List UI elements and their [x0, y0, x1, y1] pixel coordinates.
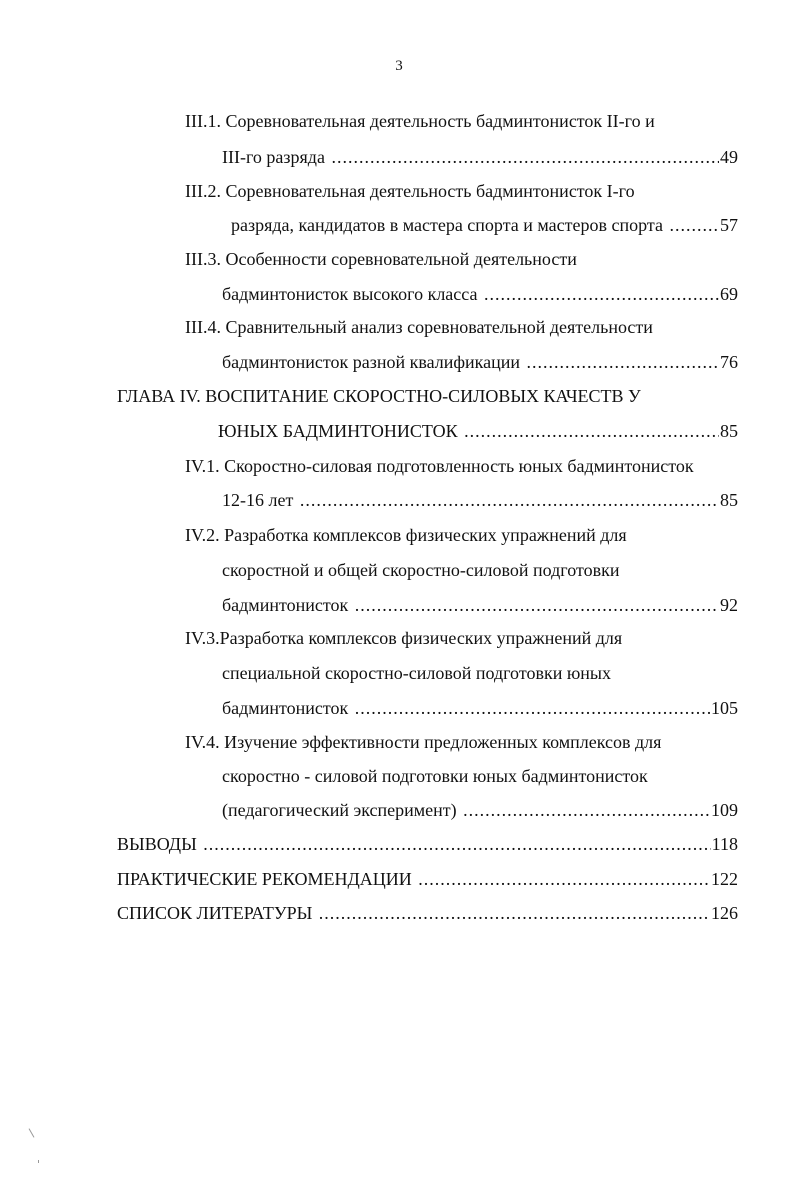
- toc-entry-text: бадминтонисток: [222, 595, 349, 615]
- toc-entry-text: ВЫВОДЫ: [117, 834, 197, 854]
- toc-entry-text: СПИСОК ЛИТЕРАТУРЫ: [117, 903, 313, 923]
- toc-entry-text: IV.4. Изучение эффективности предложенных комплексов для: [185, 732, 662, 752]
- toc-page-number: 122: [711, 869, 738, 889]
- toc-entry-text: (педагогический эксперимент): [222, 800, 457, 820]
- toc-page-number: 105: [711, 698, 738, 718]
- toc-entry-text: скоростно - силовой подготовки юных бадминтонисток: [222, 766, 648, 786]
- toc-line: [222, 559, 620, 581]
- toc-entry-text: III.3. Особенности соревновательной деятельности: [185, 249, 577, 269]
- scan-speck: [38, 1160, 39, 1163]
- toc-line: [185, 524, 627, 546]
- toc-page-number: 126: [711, 903, 738, 923]
- toc-line: [222, 697, 738, 719]
- toc-entry-text: 12-16 лет: [222, 490, 294, 510]
- toc-page-number: 109: [711, 800, 738, 820]
- toc-entry-text: скоростной и общей скоростно-силовой подготовки: [222, 560, 620, 580]
- toc-page-number: 85: [720, 490, 738, 510]
- toc-entry-text: ЮНЫХ БАДМИНТОНИСТОК: [218, 421, 458, 441]
- toc-line: [185, 180, 635, 202]
- toc-line: [231, 214, 738, 236]
- toc-entry-text: IV.1. Скоростно-силовая подготовленность юных бадминтонисток: [185, 456, 694, 476]
- toc-entry-text: специальной скоростно-силовой подготовки юных: [222, 663, 611, 683]
- toc-entry-text: ПРАКТИЧЕСКИЕ РЕКОМЕНДАЦИИ: [117, 869, 412, 889]
- toc-line: [222, 351, 738, 373]
- toc-line: [185, 455, 694, 477]
- toc-line: [117, 385, 641, 407]
- toc-line: [222, 765, 648, 787]
- toc-page-number: 69: [720, 284, 738, 304]
- toc-page-number: 118: [711, 834, 738, 854]
- toc-line: [222, 146, 738, 168]
- toc-line: [117, 868, 738, 890]
- toc-page-number: 85: [720, 421, 738, 441]
- toc-entry-text: III.1. Соревновательная деятельность бадминтонисток II-го и: [185, 111, 655, 131]
- toc-entry-text: IV.2. Разработка комплексов физических упражнений для: [185, 525, 627, 545]
- page-number: 3: [395, 58, 403, 74]
- toc-line: [222, 594, 738, 616]
- toc-page-number: 92: [720, 595, 738, 615]
- toc-line: [222, 489, 738, 511]
- toc-entry-text: бадминтонисток разной квалификации: [222, 352, 521, 372]
- toc-page-number: 49: [720, 147, 738, 167]
- scan-speck: [29, 1128, 35, 1137]
- toc-page-number: 76: [720, 352, 738, 372]
- toc-entry-text: разряда, кандидатов в мастера спорта и мастеров спорта: [231, 215, 663, 235]
- toc-line: [185, 731, 661, 753]
- toc-line: [185, 110, 655, 132]
- toc-line: [222, 662, 611, 684]
- toc-entry-text: IV.3.Разработка комплексов физических упражнений для: [185, 628, 623, 648]
- toc-page-number: 57: [720, 215, 738, 235]
- toc-entry-text: бадминтонисток высокого класса: [222, 284, 478, 304]
- toc-line: [222, 799, 738, 821]
- toc-line: [117, 833, 738, 855]
- toc-entry-text: III.4. Сравнительный анализ соревновательной деятельности: [185, 317, 653, 337]
- toc-line: [185, 316, 653, 338]
- toc-entry-text: ГЛАВА IV. ВОСПИТАНИЕ СКОРОСТНО-СИЛОВЫХ КАЧЕСТВ У: [117, 386, 641, 406]
- toc-line: [185, 627, 622, 649]
- toc-line: [222, 283, 738, 305]
- toc-line: [117, 902, 738, 924]
- toc-entry-text: бадминтонисток: [222, 698, 349, 718]
- toc-line: [218, 420, 738, 442]
- toc-line: [185, 248, 577, 270]
- toc-entry-text: III.2. Соревновательная деятельность бадминтонисток I-го: [185, 181, 635, 201]
- toc-entry-text: III-го разряда: [222, 147, 325, 167]
